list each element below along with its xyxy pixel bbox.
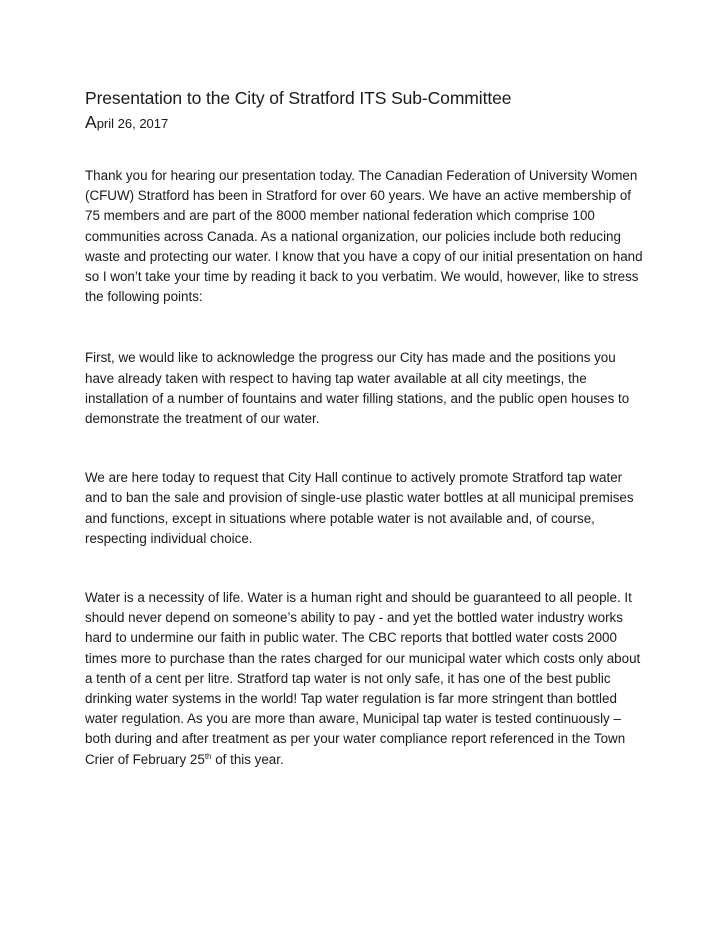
- paragraph-introduction: Thank you for hearing our presentation today. The Canadian Federation of University Women (CFUW) Stratford has been in Stratford for over 60 years. We have an active membership of 75 members and are part of the 8000 member national federation which comprise 100 communities across Canada. As a national organization, our policies include both reducing waste and protecting our water. I know that you have a copy of our initial presentation on hand so I won’t take your time by reading it back to you verbatim. We would, however, like to stress the following points:: [85, 168, 643, 305]
- document-page: [85, 86, 645, 770]
- date-first-letter: A: [85, 112, 97, 132]
- ordinal-suffix: th: [204, 751, 212, 761]
- paragraph-water-necessity: [85, 588, 645, 770]
- paragraph-acknowledgement: First, we would like to acknowledge the progress our City has made and the positions you have already taken with respect to having tap water available at all city meetings, the installation of a number of fountains and water filling stations, and the public open houses to demonstrate the treatment of our water.: [85, 350, 630, 427]
- paragraph-request: We are here today to request that City Hall continue to actively promote Stratford tap water and to ban the sale and provision of single-use plastic water bottles at all municipal premises and functions, except in situations where potable water is not available and, of course, respecting individual choice.: [85, 470, 634, 546]
- document-date: [85, 112, 645, 134]
- paragraph-water-text: Water is a necessity of life. Water is a human right and should be guaranteed to all people. It should never depend on someone’s ability to pay - and yet the bottled water industry works hard to undermine our faith in public water. The CBC reports that bottled water costs 2000 times more to purchase than the rates charged for our municipal water which costs only about a tenth of a cent per litre. Stratford tap water is not only safe, it has one of the best public drinking water systems in the world! Tap water regulation is far more stringent than bottled water regulation. As you are more than aware, Municipal tap water is tested continuously – both during and after treatment as per your water compliance report referenced in the Town Crier of February 25: [85, 590, 641, 767]
- paragraph-water-ending: of this year.: [211, 751, 284, 767]
- document-title: Presentation to the City of Stratford ITS Sub-Committee: [85, 88, 512, 108]
- date-rest: pril 26, 2017: [96, 116, 169, 131]
